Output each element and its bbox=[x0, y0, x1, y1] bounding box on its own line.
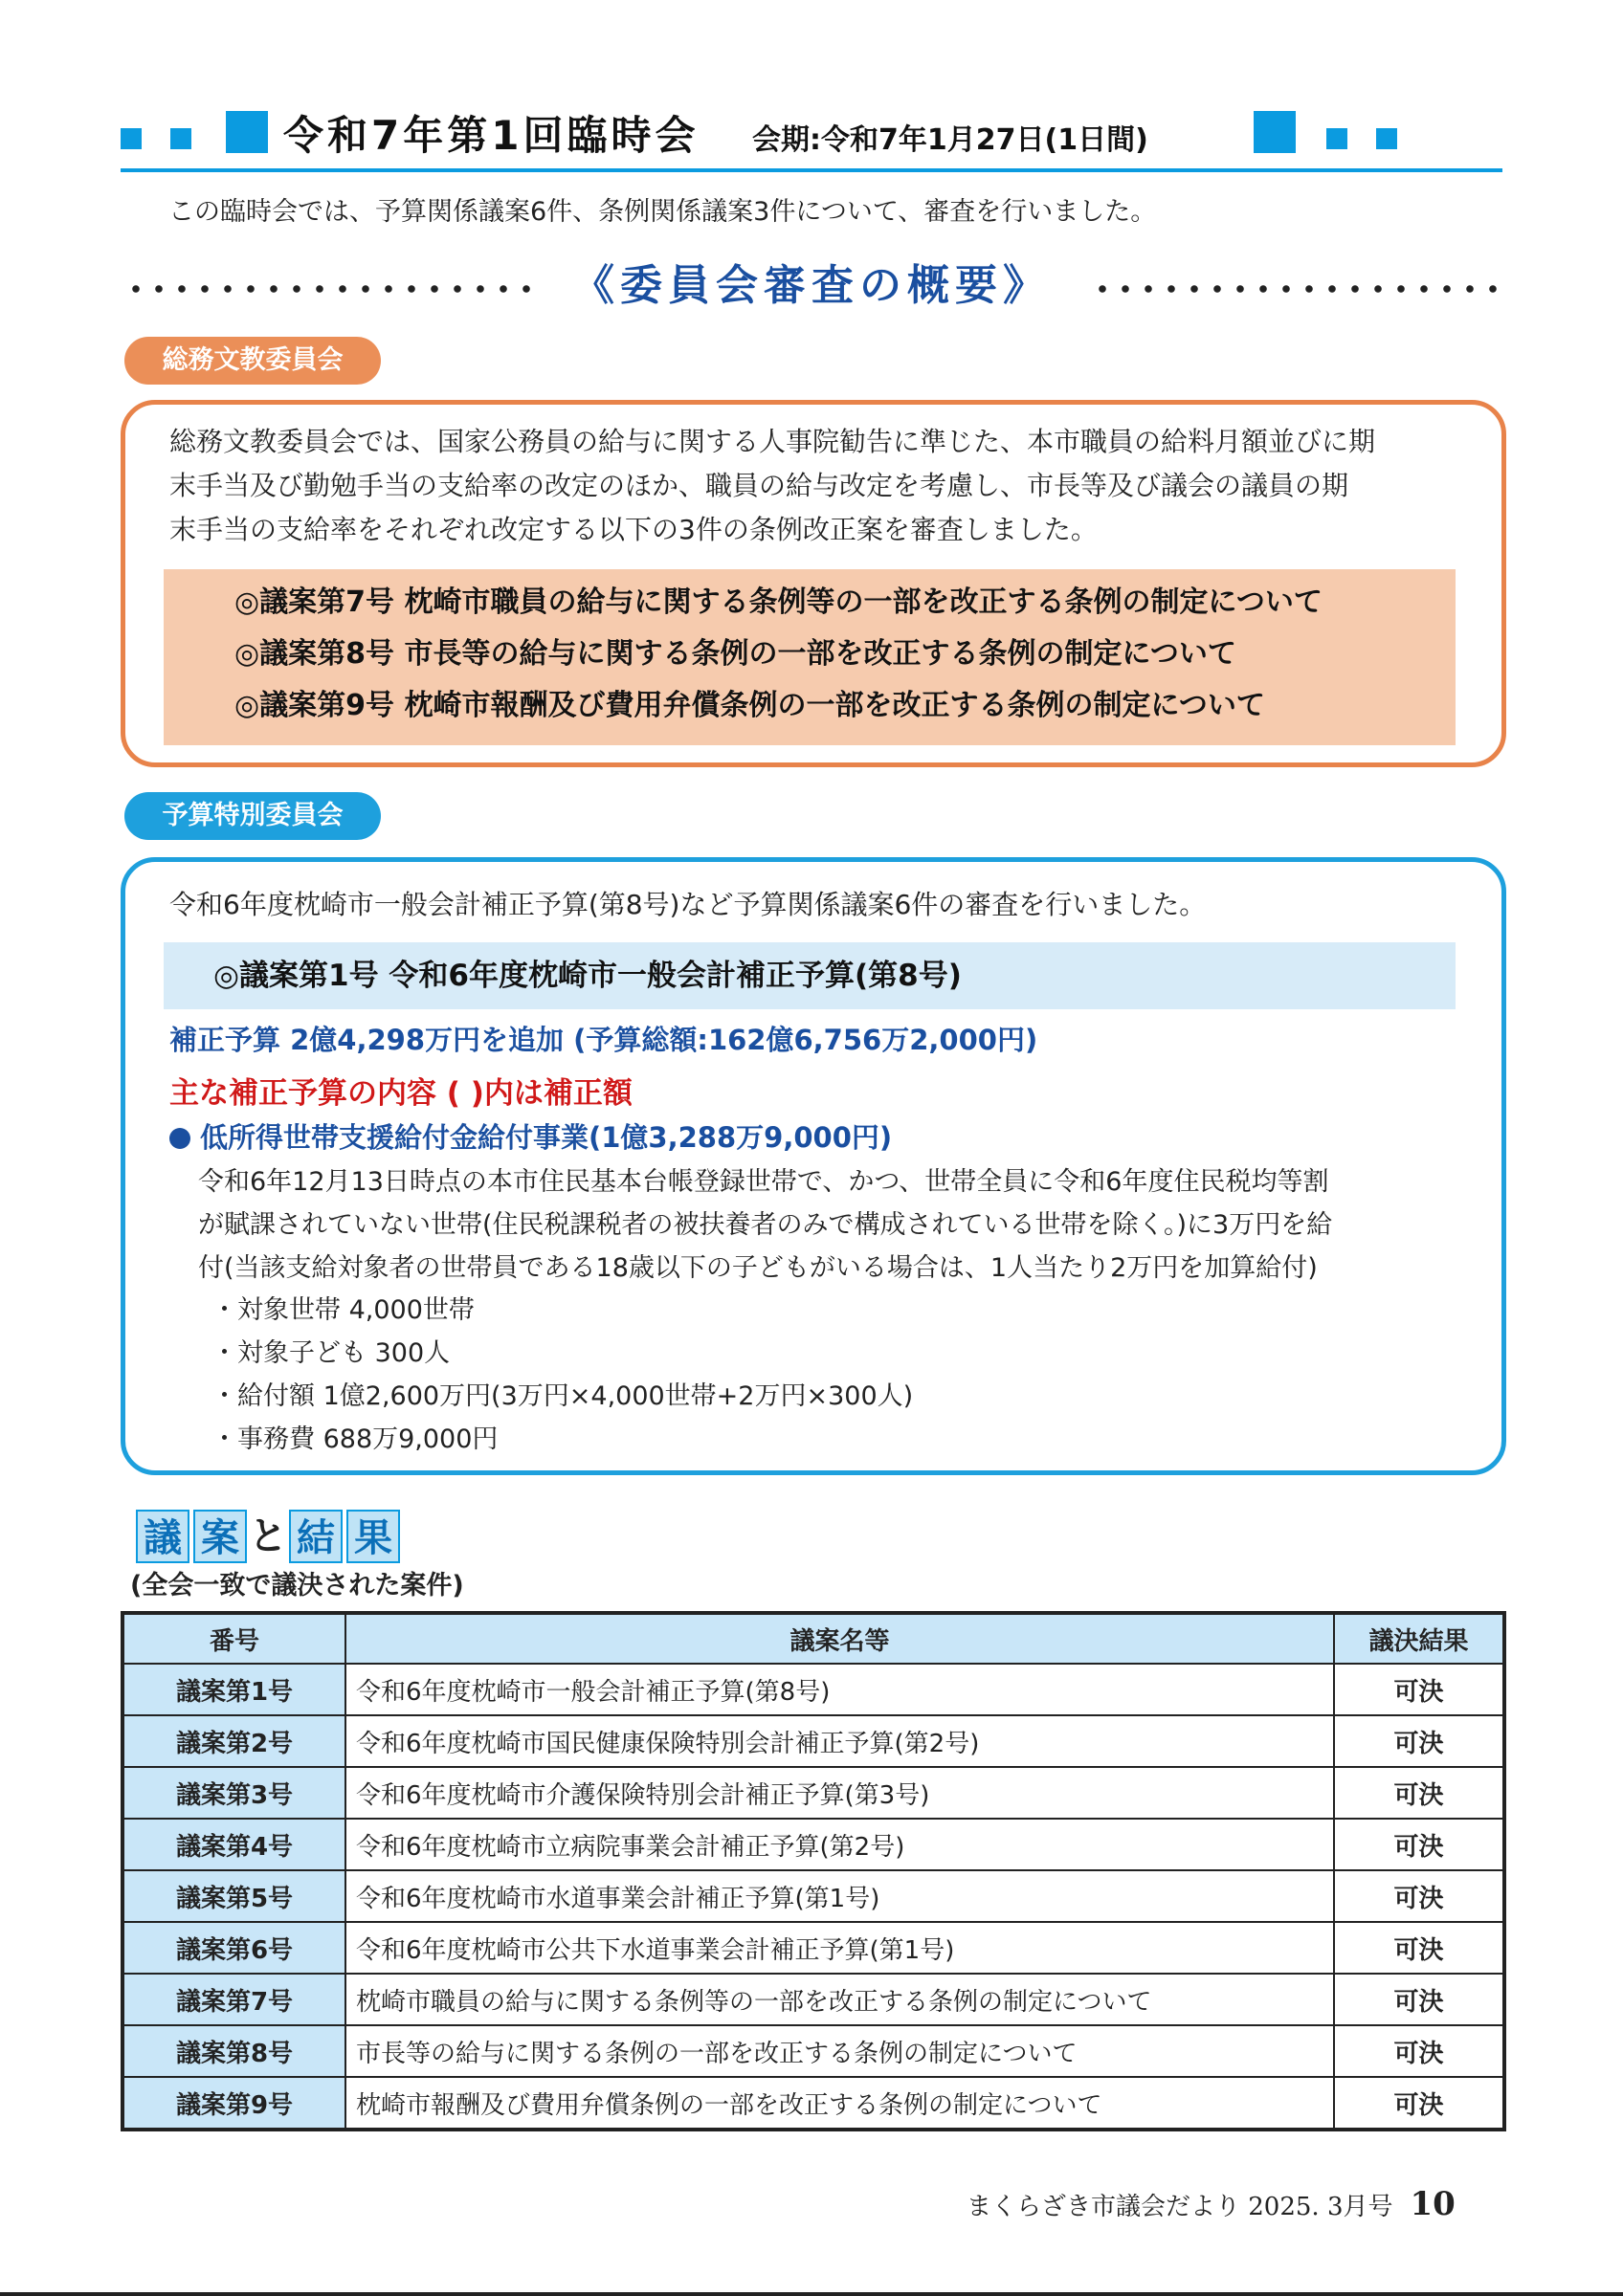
result-cell: 可決 bbox=[1334, 1767, 1504, 1819]
committee-paragraph: 総務文教委員会では、国家公務員の給与に関する人事院勧告に準じた、本市職員の給料月額並びに期 末手当及び勤勉手当の支給率の改定のほか、職員の給与改定を考慮し、市長等及び議会の議員の期 末手当の支給率をそれぞれ改定する以下の3件の条例改正案を審査しました。 bbox=[169, 426, 1376, 545]
table-row bbox=[122, 1819, 1504, 1870]
main-bill-banner bbox=[164, 942, 1456, 1009]
result-cell: 可決 bbox=[1334, 1664, 1504, 1715]
bill-number-cell: 議案第6号 bbox=[122, 1922, 345, 1974]
result-cell: 可決 bbox=[1334, 2025, 1504, 2077]
budget-line: 補正予算 2億4,298万円を追加 (予算総額:162億6,756万2,000円) bbox=[169, 1024, 1038, 1056]
committee-box-yosan bbox=[121, 857, 1506, 1475]
table-row bbox=[122, 1664, 1504, 1715]
results-heading: 議 案 と 結 果 bbox=[136, 1510, 400, 1563]
results-table bbox=[121, 1611, 1506, 2131]
decor-square bbox=[226, 111, 268, 153]
bill-number-cell: 議案第5号 bbox=[122, 1870, 345, 1922]
bill-item: ◎議案第7号 枕崎市職員の給与に関する条例等の一部を改正する条例の制定について bbox=[234, 585, 1323, 619]
table-header-row bbox=[122, 1613, 1504, 1664]
section-title: 《委員会審査の概要》 bbox=[572, 261, 1051, 310]
bill-number-cell: 議案第1号 bbox=[122, 1664, 345, 1715]
bill-number-cell: 議案第4号 bbox=[122, 1819, 345, 1870]
bill-name-cell: 市長等の給与に関する条例の一部を改正する条例の制定について bbox=[345, 2025, 1334, 2077]
bill-name-cell: 枕崎市報酬及び費用弁償条例の一部を改正する条例の制定について bbox=[345, 2077, 1334, 2130]
page-number: 10 bbox=[1410, 2185, 1456, 2223]
bill-number-cell: 議案第2号 bbox=[122, 1715, 345, 1767]
result-cell: 可決 bbox=[1334, 1715, 1504, 1767]
decor-square bbox=[170, 128, 191, 149]
committee-tag-soumu: 総務文教委員会 bbox=[124, 337, 381, 385]
content-heading: 主な補正予算の内容 ( )内は補正額 bbox=[169, 1076, 633, 1111]
bill-name-cell: 令和6年度枕崎市公共下水道事業会計補正予算(第1号) bbox=[345, 1922, 1334, 1974]
bullet-icon bbox=[169, 1128, 190, 1149]
bill-name-cell: 令和6年度枕崎市国民健康保険特別会計補正予算(第2号) bbox=[345, 1715, 1334, 1767]
page-bottom-rule bbox=[0, 2292, 1623, 2296]
bill-name-cell: 枕崎市職員の給与に関する条例等の一部を改正する条例の制定について bbox=[345, 1974, 1334, 2025]
result-cell: 可決 bbox=[1334, 1870, 1504, 1922]
decor-square bbox=[1254, 111, 1296, 153]
sub-item: ・対象世帯 4,000世帯 bbox=[211, 1295, 475, 1325]
bill-item: ◎議案第8号 市長等の給与に関する条例の一部を改正する条例の制定について bbox=[234, 637, 1236, 671]
result-cell: 可決 bbox=[1334, 2077, 1504, 2130]
column-header: 議案名等 bbox=[345, 1613, 1334, 1664]
column-header: 議決結果 bbox=[1334, 1613, 1504, 1664]
table-row bbox=[122, 2025, 1504, 2077]
header-rule bbox=[121, 168, 1502, 172]
bill-number-cell: 議案第8号 bbox=[122, 2025, 345, 2077]
bill-name-cell: 令和6年度枕崎市立病院事業会計補正予算(第2号) bbox=[345, 1819, 1334, 1870]
column-header: 番号 bbox=[122, 1613, 345, 1664]
publication-name: まくらざき市議会だより 2025. 3月号 bbox=[967, 2193, 1393, 2221]
committee-tag-yosan: 予算特別委員会 bbox=[124, 792, 381, 840]
result-cell: 可決 bbox=[1334, 1922, 1504, 1974]
session-period: 会期:令和7年1月27日(1日間) bbox=[752, 123, 1148, 157]
bill-number-cell: 議案第3号 bbox=[122, 1767, 345, 1819]
results-note: (全会一致で議決された案件) bbox=[130, 1571, 464, 1601]
bill-name-cell: 令和6年度枕崎市介護保険特別会計補正予算(第3号) bbox=[345, 1767, 1334, 1819]
committee-box-soumu bbox=[121, 400, 1506, 767]
decor-square bbox=[1376, 128, 1397, 149]
bill-name-cell: 令和6年度枕崎市一般会計補正予算(第8号) bbox=[345, 1664, 1334, 1715]
sub-item-list bbox=[211, 1289, 913, 1461]
result-cell: 可決 bbox=[1334, 1974, 1504, 2025]
main-bill-title: ◎議案第1号 令和6年度枕崎市一般会計補正予算(第8号) bbox=[213, 959, 962, 993]
bill-item: ◎議案第9号 枕崎市報酬及び費用弁償条例の一部を改正する条例の制定について bbox=[234, 689, 1265, 722]
sub-item: ・事務費 688万9,000円 bbox=[211, 1424, 499, 1454]
item-title: 低所得世帯支援給付金給付事業(1億3,288万9,000円) bbox=[169, 1116, 892, 1159]
bill-number-cell: 議案第9号 bbox=[122, 2077, 345, 2130]
session-title: 令和7年第1回臨時会 bbox=[283, 112, 700, 159]
bill-number-cell: 議案第7号 bbox=[122, 1974, 345, 2025]
decor-square bbox=[121, 128, 142, 149]
table-row bbox=[122, 1922, 1504, 1974]
table-row bbox=[122, 1715, 1504, 1767]
sub-item: ・給付額 1億2,600万円(3万円×4,000世帯+2万円×300人) bbox=[211, 1381, 914, 1411]
result-cell: 可決 bbox=[1334, 1819, 1504, 1870]
item-detail: 令和6年12月13日時点の本市住民基本台帳登録世帯で、かつ、世帯全員に令和6年度住民税均等割 が賦課されていない世帯(住民税課税者の被扶養者のみで構成されている世帯を除く。)に3万円を給 付(当該支給対象者の世帯員である18歳以下の子どもがいる場合は、1人当たり2万円を加算給付) bbox=[198, 1167, 1333, 1283]
page-footer bbox=[967, 2185, 1456, 2226]
table-row bbox=[122, 1870, 1504, 1922]
decor-square bbox=[1326, 128, 1347, 149]
table-row bbox=[122, 2077, 1504, 2130]
sub-item: ・対象子ども 300人 bbox=[211, 1338, 451, 1368]
issue-header bbox=[121, 107, 1502, 174]
committee-paragraph: 令和6年度枕崎市一般会計補正予算(第8号)など予算関係議案6件の審査を行いました。 bbox=[169, 889, 1207, 920]
dotted-leader-right bbox=[1091, 285, 1502, 293]
table-row bbox=[122, 1767, 1504, 1819]
bill-name-cell: 令和6年度枕崎市水道事業会計補正予算(第1号) bbox=[345, 1870, 1334, 1922]
intro-text: この臨時会では、予算関係議案6件、条例関係議案3件について、審査を行いました。 bbox=[168, 197, 1157, 227]
table-row bbox=[122, 1974, 1504, 2025]
bill-list bbox=[164, 569, 1456, 745]
